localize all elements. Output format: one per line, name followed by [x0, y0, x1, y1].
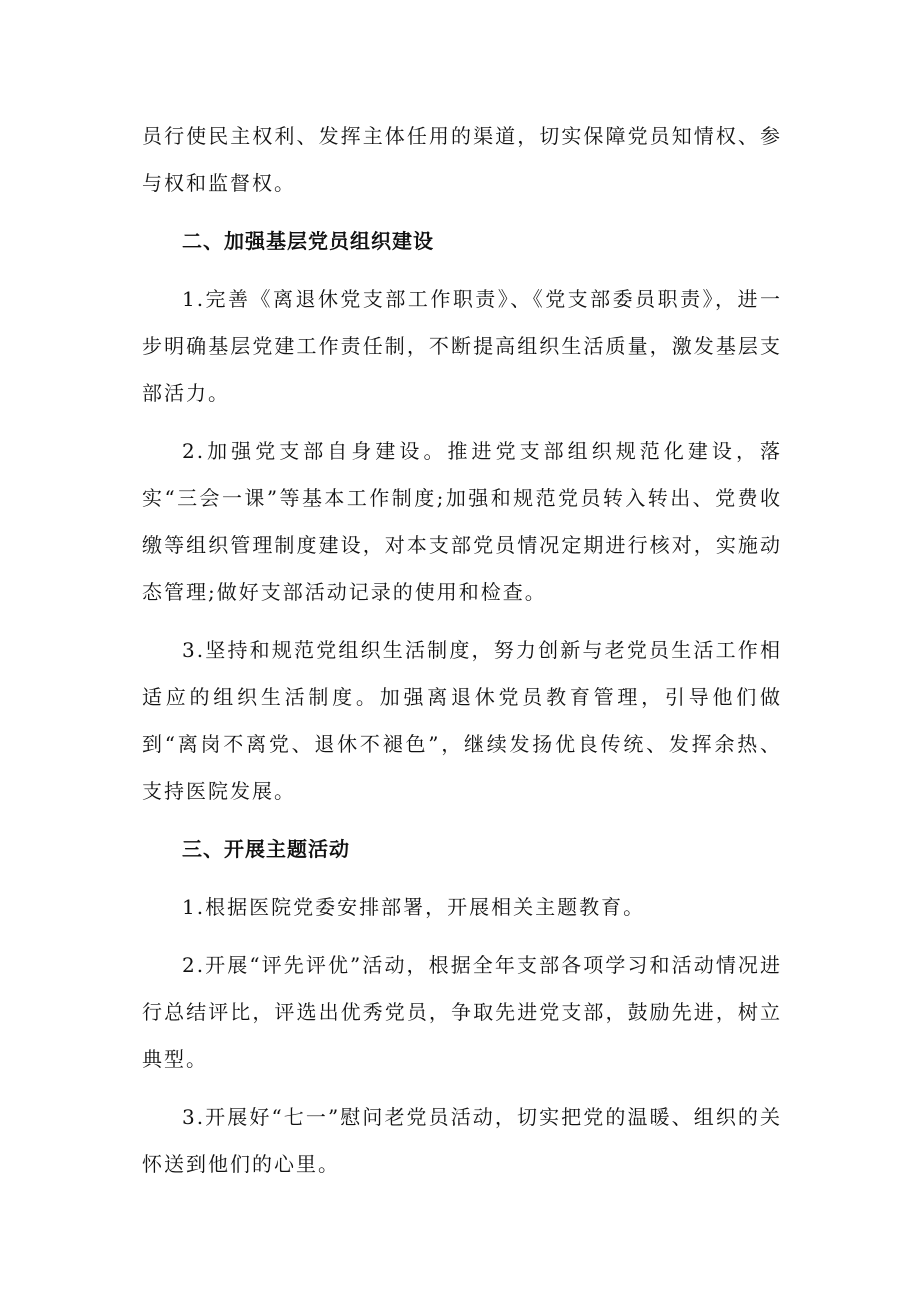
- paragraph-3-1: 1.根据医院党委安排部署，开展相关主题教育。: [182, 895, 646, 919]
- paragraph-2-1: 1.完善《离退休党支部工作职责》、《党支部委员职责》，进一步明确基层党建工作责任制，不断提高组织生活质量，激发基层支部活力。: [142, 287, 782, 405]
- section-heading-2: 二、加强基层党员组织建设: [182, 229, 434, 253]
- document-body: [142, 113, 782, 1199]
- paragraph-3-3: 3.开展好“七一”慰问老党员活动，切实把党的温暖、组织的关怀送到他们的心里。: [142, 1105, 782, 1176]
- section-heading-3: 三、开展主题活动: [182, 837, 350, 861]
- paragraph-continuation: 员行使民主权利、发挥主体任用的渠道，切实保障党员知情权、参与权和监督权。: [142, 124, 782, 195]
- paragraph-3-2: 2.开展“评先评优”活动，根据全年支部各项学习和活动情况进行总结评比，评选出优秀党员，争取先进党支部，鼓励先进，树立典型。: [142, 953, 782, 1071]
- paragraph-2-3: 3.坚持和规范党组织生活制度，努力创新与老党员生活工作相适应的组织生活制度。加强离退休党员教育管理，引导他们做到“离岗不离党、退休不褪色”，继续发扬优良传统、发挥余热、支持医院发展。: [142, 638, 782, 803]
- paragraph-2-2: 2.加强党支部自身建设。推进党支部组织规范化建设，落实“三会一课”等基本工作制度;加强和规范党员转入转出、党费收缴等组织管理制度建设，对本支部党员情况定期进行核对，实施动态管理;做好支部活动记录的使用和检查。: [142, 439, 782, 604]
